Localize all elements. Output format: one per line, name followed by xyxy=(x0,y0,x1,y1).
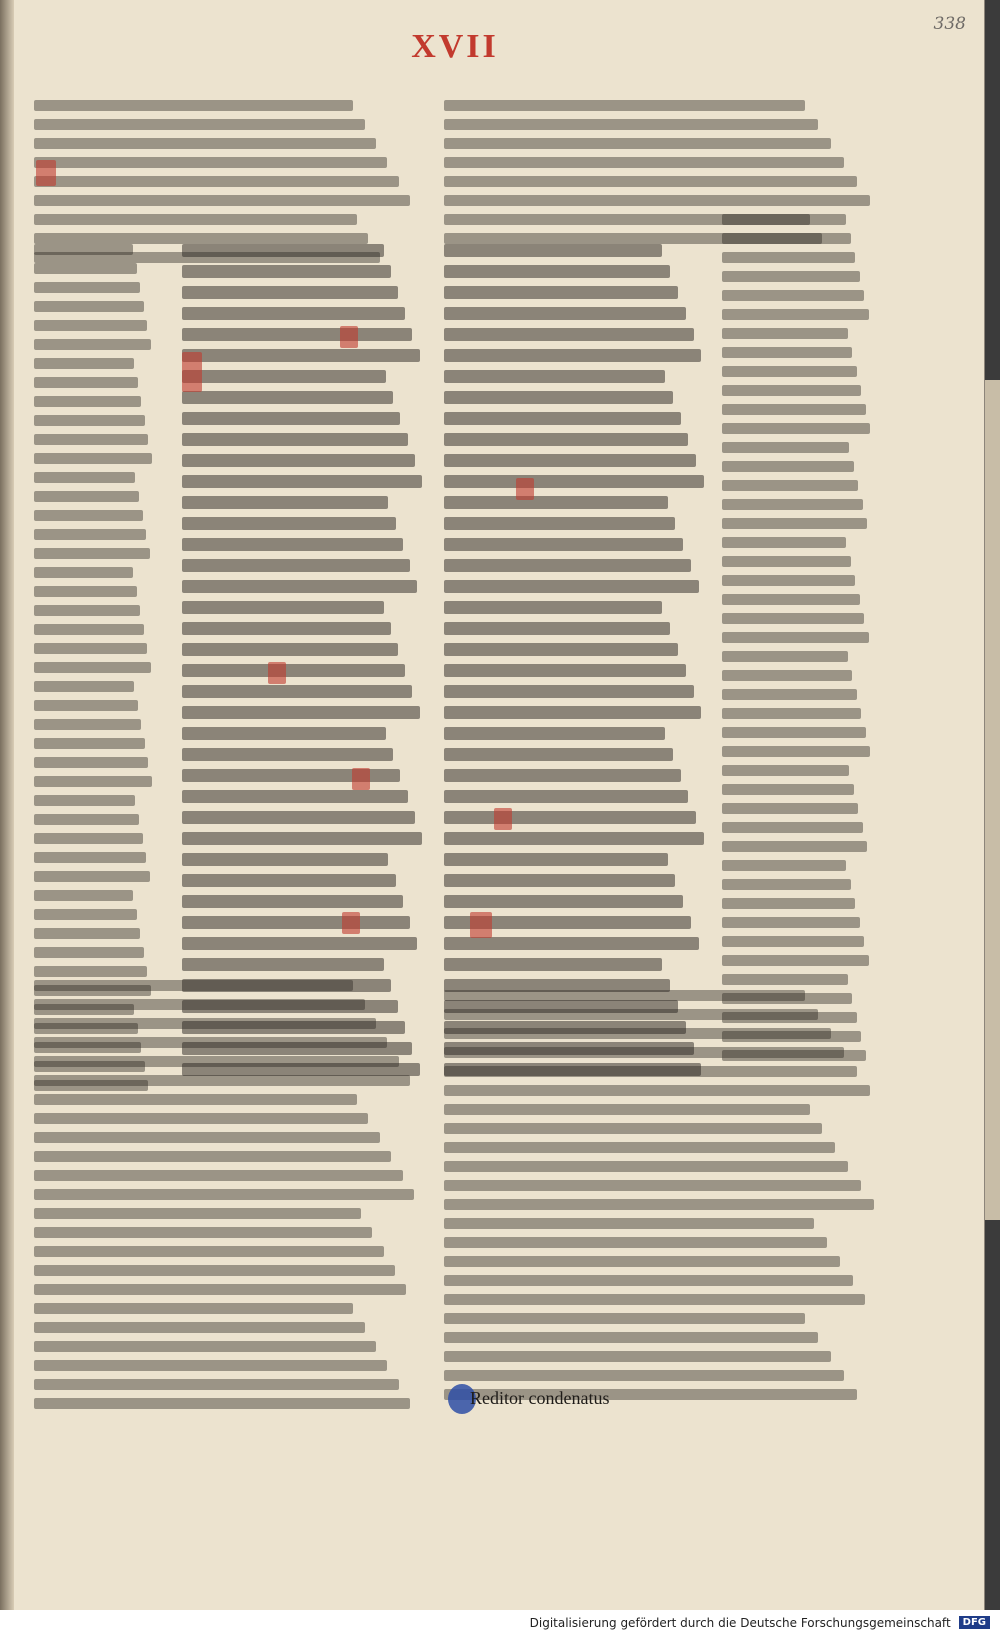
text-line xyxy=(722,974,848,985)
text-line xyxy=(34,833,143,844)
text-line xyxy=(182,748,393,761)
text-line xyxy=(34,1056,399,1067)
text-line xyxy=(182,517,396,530)
text-line xyxy=(34,1018,376,1029)
text-line xyxy=(34,1379,399,1390)
text-line xyxy=(444,1370,844,1381)
text-line xyxy=(722,404,866,415)
text-line xyxy=(444,769,681,782)
text-line xyxy=(722,689,857,700)
rubric-mark xyxy=(470,912,492,938)
text-line xyxy=(444,100,805,111)
text-line xyxy=(34,472,135,483)
text-line xyxy=(444,1009,818,1020)
text-line xyxy=(182,916,410,929)
text-line xyxy=(722,784,854,795)
text-line xyxy=(34,1341,376,1352)
text-line xyxy=(34,1322,365,1333)
text-line xyxy=(444,412,681,425)
text-line xyxy=(722,461,854,472)
text-line xyxy=(34,681,134,692)
text-line xyxy=(444,1028,831,1039)
text-line xyxy=(34,301,144,312)
text-line xyxy=(444,176,857,187)
text-line xyxy=(722,442,849,453)
text-line xyxy=(444,1218,814,1229)
text-line xyxy=(34,119,365,130)
text-line xyxy=(722,936,864,947)
closing-incipit: Reditor condenatus xyxy=(470,1388,610,1408)
text-line xyxy=(34,263,137,274)
text-line xyxy=(182,664,405,677)
text-line xyxy=(444,349,701,362)
text-line xyxy=(444,1256,840,1267)
text-line xyxy=(722,480,858,491)
text-line xyxy=(722,537,846,548)
text-line xyxy=(444,601,662,614)
text-line xyxy=(34,1284,406,1295)
text-line xyxy=(722,746,870,757)
text-line xyxy=(182,601,384,614)
text-line xyxy=(182,643,398,656)
text-line xyxy=(34,1398,410,1409)
text-line xyxy=(34,1170,403,1181)
text-line xyxy=(34,1208,361,1219)
text-line xyxy=(722,803,858,814)
text-line xyxy=(722,556,851,567)
folio-number: XVII xyxy=(411,28,499,65)
text-line xyxy=(182,559,410,572)
text-line xyxy=(34,662,151,673)
text-line xyxy=(444,454,696,467)
text-line xyxy=(34,980,353,991)
text-line xyxy=(34,719,141,730)
text-line xyxy=(444,496,668,509)
text-line xyxy=(34,776,152,787)
text-line xyxy=(444,1180,861,1191)
text-line xyxy=(34,244,133,255)
text-line xyxy=(722,518,867,529)
text-line xyxy=(444,475,704,488)
text-line xyxy=(34,852,146,863)
text-line xyxy=(444,538,683,551)
text-line xyxy=(722,252,855,263)
text-line xyxy=(34,1094,357,1105)
text-line xyxy=(34,320,147,331)
text-line xyxy=(34,138,376,149)
main-text-column-right xyxy=(444,244,704,1076)
text-line xyxy=(34,1037,387,1048)
rubric-mark xyxy=(342,912,360,934)
text-line xyxy=(34,1113,368,1124)
text-line xyxy=(444,157,844,168)
text-line xyxy=(34,999,365,1010)
text-line xyxy=(444,958,662,971)
text-line xyxy=(34,605,140,616)
text-line xyxy=(444,580,699,593)
text-line xyxy=(444,195,870,206)
text-line xyxy=(722,423,870,434)
text-line xyxy=(722,860,846,871)
text-line xyxy=(722,708,861,719)
text-line xyxy=(182,580,417,593)
rubric-mark xyxy=(494,808,512,830)
text-line xyxy=(722,271,860,282)
text-line xyxy=(722,309,869,320)
text-line xyxy=(444,328,694,341)
text-line xyxy=(444,790,688,803)
text-line xyxy=(444,748,673,761)
text-line xyxy=(182,937,417,950)
text-line xyxy=(444,1085,870,1096)
text-line xyxy=(182,958,384,971)
text-line xyxy=(34,795,135,806)
text-line xyxy=(34,624,144,635)
text-line xyxy=(444,832,704,845)
text-line xyxy=(444,990,805,1001)
text-line xyxy=(182,286,398,299)
text-line xyxy=(34,909,137,920)
text-line xyxy=(722,613,864,624)
handwritten-note: 338 xyxy=(933,14,966,34)
rubric-mark xyxy=(36,160,56,186)
text-line xyxy=(722,594,860,605)
gloss-bottom-left xyxy=(34,980,414,1409)
text-line xyxy=(182,412,400,425)
text-line xyxy=(444,307,686,320)
text-line xyxy=(444,1123,822,1134)
text-line xyxy=(722,499,863,510)
folio-heading xyxy=(400,28,510,66)
text-line xyxy=(722,214,846,225)
text-line xyxy=(444,1237,827,1248)
dfg-logo: DFG xyxy=(959,1616,990,1629)
text-line xyxy=(444,1142,835,1153)
text-line xyxy=(34,396,141,407)
text-line xyxy=(444,1161,848,1172)
text-line xyxy=(444,853,668,866)
text-line xyxy=(444,391,673,404)
text-line xyxy=(444,265,670,278)
text-line xyxy=(722,575,855,586)
digitization-footer xyxy=(0,1610,1000,1635)
text-line xyxy=(34,339,151,350)
text-line xyxy=(182,244,384,257)
text-line xyxy=(182,685,412,698)
text-line xyxy=(182,349,420,362)
rubric-mark xyxy=(340,326,358,348)
text-line xyxy=(34,1151,391,1162)
text-line xyxy=(34,1360,387,1371)
rubric-mark xyxy=(352,768,370,790)
text-line xyxy=(444,1066,857,1077)
text-line xyxy=(34,415,145,426)
text-line xyxy=(444,685,694,698)
text-line xyxy=(722,765,849,776)
text-line xyxy=(182,328,412,341)
text-line xyxy=(34,510,143,521)
text-line xyxy=(444,895,683,908)
text-line xyxy=(722,727,866,738)
text-line xyxy=(34,871,150,882)
text-line xyxy=(34,738,145,749)
text-line xyxy=(444,286,678,299)
text-line xyxy=(34,214,357,225)
text-line xyxy=(182,706,420,719)
gloss-right-margin xyxy=(722,214,870,1061)
text-line xyxy=(444,727,665,740)
text-line xyxy=(444,1199,874,1210)
text-line xyxy=(182,433,408,446)
text-line xyxy=(722,955,869,966)
text-line xyxy=(34,233,368,244)
rubric-mark xyxy=(516,478,534,500)
text-line xyxy=(34,567,133,578)
text-line xyxy=(34,100,353,111)
text-line xyxy=(444,559,691,572)
text-line xyxy=(34,757,148,768)
text-line xyxy=(182,454,415,467)
text-line xyxy=(444,937,699,950)
funding-credit: Digitalisierung gefördert durch die Deutsche Forschungsgemeinschaft xyxy=(529,1615,951,1630)
main-text-column-left xyxy=(182,244,422,1076)
text-line xyxy=(34,377,138,388)
gloss-top-left xyxy=(34,100,414,263)
text-line xyxy=(444,1275,853,1286)
text-line xyxy=(444,370,665,383)
text-line xyxy=(722,328,848,339)
text-line xyxy=(722,632,869,643)
text-line xyxy=(444,811,696,824)
text-line xyxy=(34,966,147,977)
text-line xyxy=(34,358,134,369)
text-line xyxy=(34,1132,380,1143)
text-line xyxy=(34,1227,372,1238)
text-line xyxy=(182,538,403,551)
text-line xyxy=(182,496,388,509)
text-line xyxy=(182,832,422,845)
text-line xyxy=(34,157,387,168)
text-line xyxy=(182,622,391,635)
text-line xyxy=(444,1313,805,1324)
text-line xyxy=(722,841,867,852)
text-line xyxy=(182,370,386,383)
page-edge-strip xyxy=(985,380,1000,1220)
text-line xyxy=(722,822,863,833)
text-line xyxy=(34,491,139,502)
rubric-mark xyxy=(182,352,202,392)
text-line xyxy=(182,895,403,908)
text-line xyxy=(722,290,864,301)
text-line xyxy=(182,475,422,488)
text-line xyxy=(722,366,857,377)
text-line xyxy=(444,622,670,635)
text-line xyxy=(34,928,140,939)
text-line xyxy=(444,433,688,446)
book-gutter xyxy=(0,0,14,1610)
text-line xyxy=(722,917,860,928)
gloss-bottom-right xyxy=(444,990,874,1400)
text-line xyxy=(34,1303,353,1314)
text-line xyxy=(34,1265,395,1276)
text-line xyxy=(444,517,675,530)
text-line xyxy=(444,643,678,656)
text-line xyxy=(34,643,147,654)
text-line xyxy=(444,138,831,149)
text-line xyxy=(34,700,138,711)
text-line xyxy=(34,1075,410,1086)
text-line xyxy=(182,391,393,404)
text-line xyxy=(722,670,852,681)
text-line xyxy=(182,307,405,320)
text-line xyxy=(182,790,408,803)
text-line xyxy=(34,282,140,293)
rubric-mark xyxy=(268,662,286,684)
text-line xyxy=(182,811,415,824)
text-line xyxy=(182,265,391,278)
text-line xyxy=(34,434,148,445)
text-line xyxy=(722,347,852,358)
text-line xyxy=(444,1047,844,1058)
text-line xyxy=(722,233,851,244)
text-line xyxy=(444,664,686,677)
text-line xyxy=(444,244,662,257)
text-line xyxy=(722,898,855,909)
text-line xyxy=(444,1332,818,1343)
text-line xyxy=(34,548,150,559)
text-line xyxy=(34,890,133,901)
text-line xyxy=(444,1294,865,1305)
text-line xyxy=(34,176,399,187)
text-line xyxy=(722,385,861,396)
text-line xyxy=(182,853,388,866)
text-line xyxy=(34,814,139,825)
text-line xyxy=(444,874,675,887)
text-line xyxy=(34,453,152,464)
text-line xyxy=(444,1351,831,1362)
gloss-left-margin xyxy=(34,244,152,1091)
text-line xyxy=(182,727,386,740)
text-line xyxy=(444,119,818,130)
text-line xyxy=(722,879,851,890)
text-line xyxy=(34,1189,414,1200)
text-line xyxy=(444,706,701,719)
text-line xyxy=(34,195,410,206)
text-line xyxy=(34,586,137,597)
text-line xyxy=(444,1104,810,1115)
text-line xyxy=(722,651,848,662)
text-line xyxy=(182,874,396,887)
text-line xyxy=(34,529,146,540)
text-line xyxy=(34,1246,384,1257)
text-line xyxy=(34,947,144,958)
